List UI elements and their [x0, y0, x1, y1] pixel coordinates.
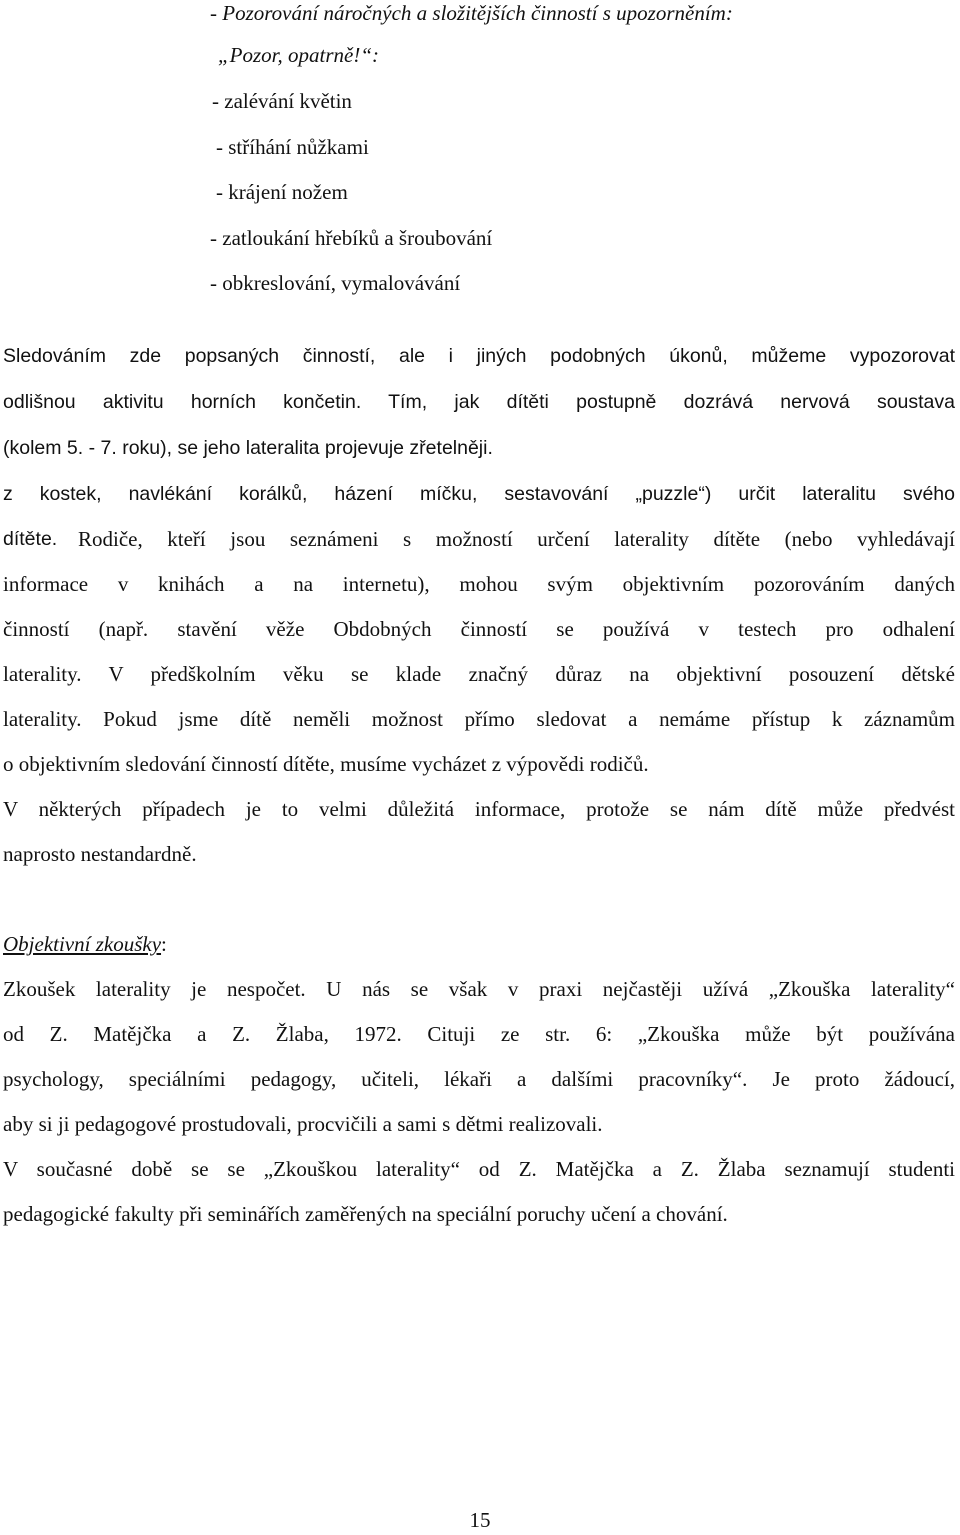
section-heading: [3, 929, 167, 959]
list-item: - stříhání nůžkami: [216, 135, 369, 159]
paragraph-line: naprosto nestandardně.: [3, 842, 197, 866]
list-item: - krájení nožem: [216, 180, 348, 204]
list-heading: - Pozorování náročných a složitějších činností s upozorněním:: [210, 1, 733, 25]
section-heading-text: Objektivní zkoušky: [3, 932, 162, 956]
section-heading-colon: :: [161, 932, 167, 956]
paragraph-line: aby si ji pedagogové prostudovali, procvičili a sami s dětmi realizovali.: [3, 1112, 603, 1136]
paragraph-line: Zkoušek laterality je nespočet. U nás se však v praxi nejčastěji užívá „Zkouška laterality“: [3, 977, 955, 1001]
paragraph-line: činností (např. stavění věže Obdobných činností se používá v testech pro odhalení: [3, 617, 955, 641]
paragraph-line: laterality. Pokud jsme dítě neměli možnost přímo sledovat a nemáme přístup k záznamům: [3, 707, 955, 731]
paragraph-line: odlišnou aktivitu horních končetin. Tím, jak dítěti postupně dozrává nervová soustava: [3, 391, 955, 413]
list-item: - zatloukání hřebíků a šroubování: [210, 226, 493, 250]
paragraph-line: psychology, speciálními pedagogy, učiteli, lékaři a dalšími pracovníky“. Je proto žádoucí,: [3, 1067, 955, 1091]
list-item: - obkreslování, vymalovávání: [210, 271, 461, 295]
page-number: 15: [469, 1508, 491, 1532]
paragraph-line: z kostek, navlékání korálků, házení míčku, sestavování „puzzle“) určit lateralitu svého: [3, 483, 955, 505]
paragraph-line: pedagogické fakulty při seminářích zaměřených na speciální poruchy učení a chování.: [3, 1202, 728, 1226]
paragraph-line: V současné době se se „Zkouškou laterality“ od Z. Matějčka a Z. Žlaba seznamují studenti: [3, 1157, 955, 1181]
paragraph-line: od Z. Matějčka a Z. Žlaba, 1972. Cituji ze str. 6: „Zkouška může být používána: [3, 1022, 955, 1046]
paragraph-line: V některých případech je to velmi důležitá informace, protože se nám dítě může předvést: [3, 797, 955, 821]
list-warning: „Pozor, opatrně!“:: [218, 43, 380, 67]
paragraph-line: o objektivním sledování činností dítěte, musíme vycházet z výpovědi rodičů.: [3, 752, 649, 776]
paragraph-line: (kolem 5. - 7. roku), se jeho lateralita projevuje zřetelněji.: [3, 437, 493, 459]
paragraph-line: Sledováním zde popsaných činností, ale i jiných podobných úkonů, můžeme vypozorovat: [3, 345, 955, 367]
paragraph-line: informace v knihách a na internetu), mohou svým objektivním pozorováním daných: [3, 572, 955, 596]
list-item: - zalévání květin: [212, 89, 352, 113]
paragraph-line: Rodiče, kteří jsou seznámeni s možností určení laterality dítěte (nebo vyhledávají: [78, 527, 955, 551]
paragraph-line: laterality. V předškolním věku se klade značný důraz na objektivní posouzení dětské: [3, 662, 955, 686]
paragraph-line: dítěte.: [3, 528, 58, 550]
